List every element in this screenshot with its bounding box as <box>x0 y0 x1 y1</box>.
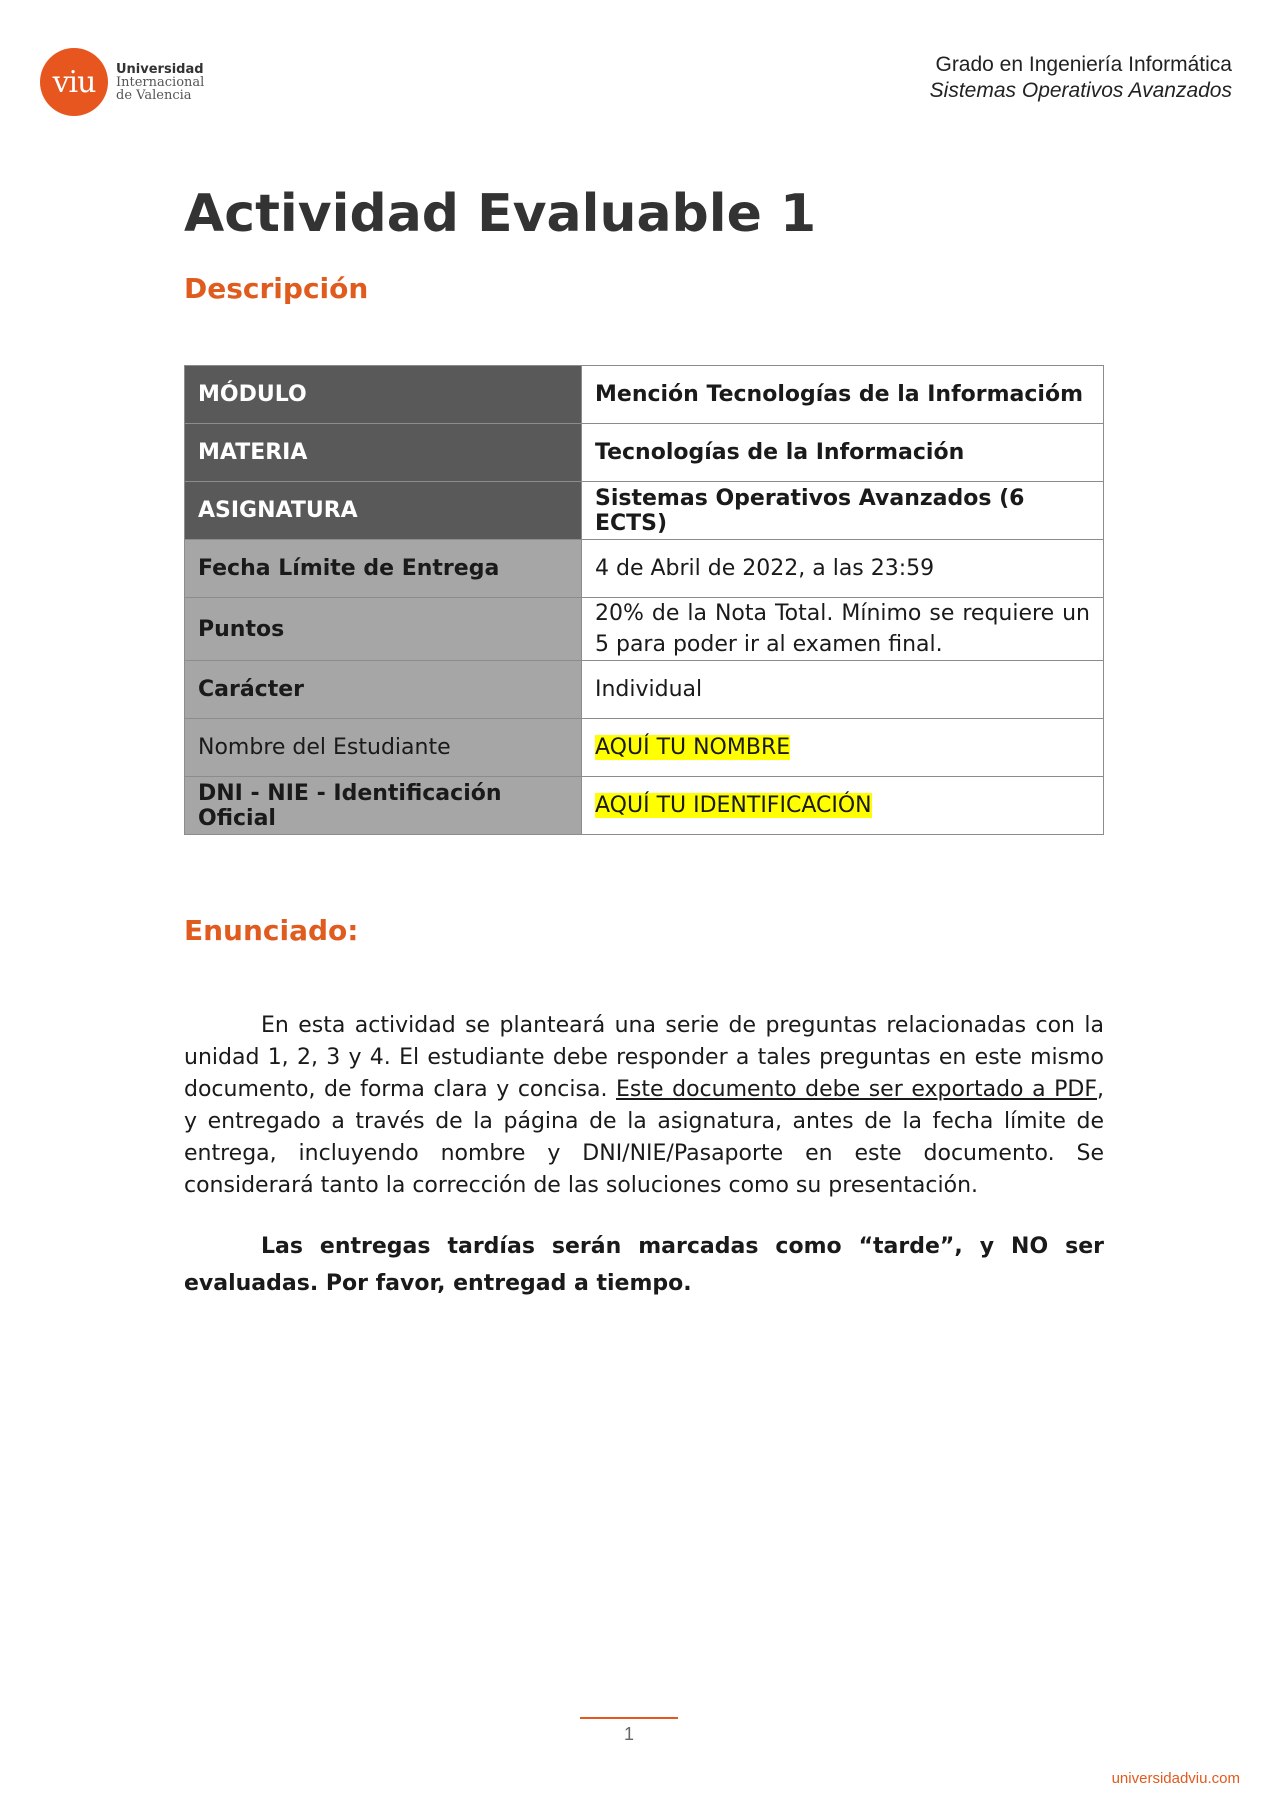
section-heading-statement: Enunciado: <box>184 914 359 947</box>
table-value-materia: Tecnologías de la Información <box>582 424 1104 482</box>
header-course: Sistemas Operativos Avanzados <box>929 79 1232 102</box>
table-key-fecha: Fecha Límite de Entrega <box>185 540 582 598</box>
logo-line-2: Internacional <box>116 74 205 90</box>
logo-line-3: de Valencia <box>116 87 192 103</box>
footer-divider <box>580 1717 678 1719</box>
statement-text-1: En esta actividad se planteará una serie de preguntas relacionadas con la unidad 1, 2, 3 y 4. El estudiante debe responder a tales preguntas en este mismo documento, de forma clara y concisa. <box>184 1013 1104 1102</box>
page-number: 1 <box>623 1724 634 1744</box>
student-name-placeholder[interactable]: AQUÍ TU NOMBRE <box>595 735 791 760</box>
table-key-modulo: MÓDULO <box>185 366 582 424</box>
table-key-materia: MATERIA <box>185 424 582 482</box>
section-heading-description: Descripción <box>184 272 369 305</box>
page-header <box>930 52 1232 104</box>
table-row <box>185 719 1104 777</box>
student-id-placeholder[interactable]: AQUÍ TU IDENTIFICACIÓN <box>595 793 872 818</box>
statement-text-2: , y entregado a través de la página de la asignatura, antes de la fecha límite de entrega, incluyendo nombre y DNI/NIE/Pasaporte en este documento. Se considerará tanto la corrección de las soluciones como su presentación. <box>184 1077 1104 1198</box>
activity-info-table <box>184 365 1104 835</box>
table-key-asignatura: ASIGNATURA <box>185 482 582 540</box>
table-value-puntos: 20% de la Nota Total. Mínimo se requiere un 5 para poder ir al examen final. <box>582 598 1104 661</box>
table-key-dni: DNI - NIE - Identificación Oficial <box>185 777 582 835</box>
logo-wordmark <box>116 63 204 102</box>
logo-line-1: Universidad <box>116 61 204 77</box>
table-key-nombre: Nombre del Estudiante <box>185 719 582 777</box>
table-row <box>185 424 1104 482</box>
university-logo <box>40 48 204 116</box>
late-submission-warning: Las entregas tardías serán marcadas como “tarde”, y NO ser evaluadas. Por favor, entregad a tiempo. <box>184 1234 1104 1296</box>
table-row <box>185 598 1104 661</box>
header-degree: Grado en Ingeniería Informática <box>935 53 1232 76</box>
table-value-dni-cell <box>582 777 1104 835</box>
table-row <box>185 777 1104 835</box>
table-value-caracter: Individual <box>582 661 1104 719</box>
page-title: Actividad Evaluable 1 <box>184 184 817 244</box>
viu-logo-mark: viu <box>40 48 108 116</box>
table-row <box>185 540 1104 598</box>
table-row <box>185 366 1104 424</box>
table-value-nombre-cell <box>582 719 1104 777</box>
statement-paragraph <box>184 1010 1104 1202</box>
table-value-asignatura: Sistemas Operativos Avanzados (6 ECTS) <box>582 482 1104 540</box>
table-row <box>185 661 1104 719</box>
table-key-puntos: Puntos <box>185 598 582 661</box>
table-key-caracter: Carácter <box>185 661 582 719</box>
footer-website: universidadviu.com <box>1111 1770 1240 1787</box>
table-row <box>185 482 1104 540</box>
statement-underlined: Este documento debe ser exportado a PDF <box>616 1077 1097 1102</box>
table-value-modulo: Mención Tecnologías de la Informacióm <box>582 366 1104 424</box>
table-value-fecha: 4 de Abril de 2022, a las 23:59 <box>582 540 1104 598</box>
